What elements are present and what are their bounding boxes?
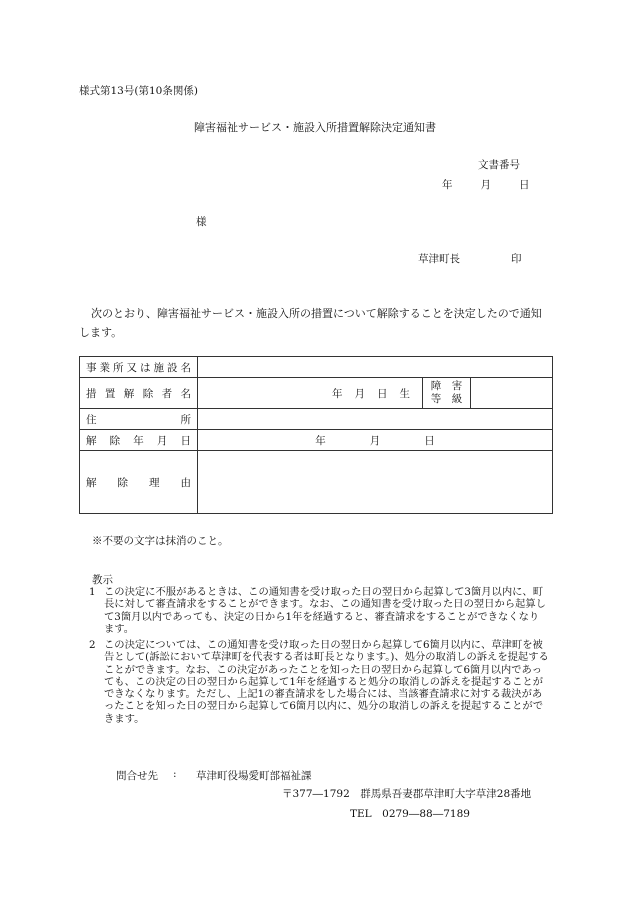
appeal-item-text: この決定に不服があるときは、この通知書を受け取った日の翌日から起算して3箇月以内に、町長に対して審査請求をすることができます。なお、この通知書を受け取った日の翌日から起算して3箇月以内であっても、決定の日から1年を経過すると、審査請求をすることができなくなります。 [104,586,546,635]
contact-address: 〒377―1792 群馬県吾妻郡草津町大字草津28番地 [282,788,532,800]
address-value [198,409,553,430]
birth-suffix-label: 生 [399,387,410,400]
appeal-item-text: この決定については、この通知書を受け取った日の翌日から起算して6箇月以内に、草津町を被告として(訴訟において草津町を代表する者は町長となります。)、処分の取消しの訴えを提起することができます。なお、この決定があったことを知った日の翌日から起算して6箇月以内であっても、この決定の日の翌日から起算して1年を経過すると処分の取消しの訴えを提起することができなくなります。ただし、上記1の審査請求をした場合には、当該審査請求に対する裁決があったことを知った日の翌日から起算して6箇月以内に、処分の取消しの訴えを提起することができます。 [104,639,549,725]
reason-label: 解除理由 [80,451,198,514]
disability-grade-label [422,378,470,409]
contact-tel: TEL 0279―88―7189 [350,808,470,820]
birth-year-label: 年 [331,387,343,400]
appeal-item-number: 1 [89,586,96,598]
contact-colon: : [173,768,177,780]
grade-label: 等 級 [430,393,463,405]
issuer-name: 草津町長 [418,253,460,265]
contact-label: 問合せ先 [116,770,158,782]
appeal-title: 教示 [92,574,113,586]
date-day-label: 日 [519,179,530,191]
release-date-label: 解除年月日 [80,430,198,451]
issue-date [442,177,530,192]
release-month-label: 月 [369,434,381,447]
birth-day-label: 日 [376,387,388,400]
appeal-item-number: 2 [89,639,96,651]
birth-date-cell [198,378,423,409]
document-title: 障害福祉サービス・施設入所措置解除決定通知書 [194,121,436,134]
form-number: 様式第13号(第10条関係) [79,85,198,97]
addressee-suffix: 様 [196,216,207,228]
release-date-cell [198,430,553,451]
person-label: 措置解除者名 [80,378,198,409]
reason-value [198,451,553,514]
appeal-item [89,639,549,725]
release-day-label: 日 [424,434,435,447]
info-table [79,356,553,514]
contact-department: 草津町役場愛町部福祉課 [196,770,312,782]
disability-label: 障 害 [430,380,463,392]
date-year-label: 年 [442,179,453,191]
date-month-label: 月 [480,179,491,191]
address-label: 住所 [80,409,198,430]
appeal-item [89,586,549,635]
disability-grade-value [470,378,552,409]
strikeout-note: ※不要の文字は抹消のこと。 [92,535,229,547]
document-number-label: 文書番号 [478,159,520,171]
intro-text: 次のとおり、障害福祉サービス・施設入所の措置について解除することを決定したので通知します。 [79,307,542,339]
birth-month-label: 月 [354,387,365,400]
seal-mark: 印 [511,253,522,265]
facility-label: 事業所又は施設名 [80,357,198,378]
release-year-label: 年 [315,434,326,447]
facility-value [198,357,553,378]
